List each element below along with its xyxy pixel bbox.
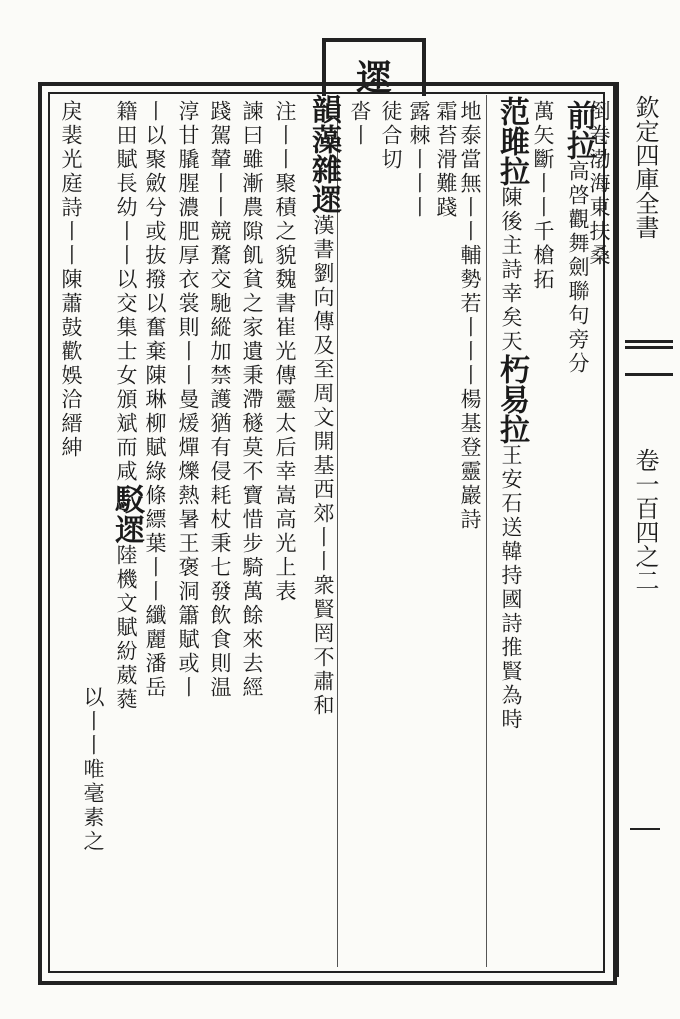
annotation-text: 丨以聚斂兮或抜撥以奮棄陳琳柳賦綠條縹葉丨丨纖麗潘岳 (143, 100, 167, 700)
annotation-text: 淳甘膬腥濃肥厚衣裳則丨丨曼煖燀爍熱暑王褒洞簫賦或丨 (176, 100, 200, 700)
annotation-text: 地泰當無丨丨 (458, 100, 482, 244)
annotation-text: 東扶桑 (587, 196, 611, 268)
annotation-text: 籍田賦長幼丨丨以交集士女頒斌而咸 (114, 100, 138, 484)
text-column (60, 100, 81, 460)
headword: 駁 (109, 484, 144, 514)
annotation-text: 倒卷渤海 (587, 100, 611, 196)
headword: 藻 (306, 124, 341, 154)
annotation-text: 戾裴光庭詩丨丨陳蕭鼓歡娛洽縉紳 (59, 100, 83, 460)
headword: 韻 (306, 94, 341, 124)
headword: 拉 (494, 414, 529, 444)
headword: 易 (494, 384, 529, 414)
annotation-text: 陸機文賦紛葳蕤 (114, 544, 138, 712)
book-title: 欽定四庫全書 (631, 95, 659, 239)
text-column (435, 100, 456, 220)
annotation-text: 諫曰雖漸農隙飢貧之家遺秉滯穟莫不寶惜步騎萬餘來去經 (240, 100, 264, 700)
annotation-text: 徒合切 (379, 100, 403, 172)
text-column (241, 100, 262, 700)
annotation-text: 霜苔滑難踐 (434, 100, 458, 220)
text-column (380, 100, 401, 172)
text-column (494, 96, 529, 732)
annotation-text: 注丨丨聚積之貌魏書崔光傳靈太后幸嵩高光上表 (273, 100, 297, 604)
juan-number: 卷一百四之二 (631, 448, 659, 592)
annotation-text: 王安石送韓持國詩推賢為時 (499, 444, 523, 732)
folio-line (630, 828, 660, 830)
headword: 雎 (494, 126, 529, 156)
text-column (209, 100, 230, 700)
margin-rule (617, 82, 619, 977)
heading-character: 遝 (355, 57, 392, 99)
annotation-text: 以丨丨唯毫素之 (81, 686, 105, 854)
headword: 朽 (494, 354, 529, 384)
text-column (144, 100, 165, 700)
headword: 拉 (561, 130, 596, 160)
text-column (561, 100, 596, 376)
annotation-text: 踐駕輦丨丨競騖交馳縱加禁護猶有侵耗杖秉七發飲食則温 (208, 100, 232, 700)
text-column (306, 94, 341, 718)
annotation-text: 輔勢若丨丨丨楊基登靈巖詩 (458, 244, 482, 532)
annotation-text: 高啓觀舞劍聯句旁分 (566, 160, 590, 376)
text-column (109, 100, 144, 712)
annotation-text: 漢書劉向傳及至周文開基西郊丨丨衆賢罔不肅和 (311, 214, 335, 718)
text-column (274, 100, 295, 604)
text-column (459, 100, 480, 532)
column-divider (486, 95, 487, 967)
headword: 遝 (109, 514, 144, 544)
text-column (349, 100, 370, 148)
annotation-text: 陳後主詩幸矣天 (499, 186, 523, 354)
annotation-text: 露棘丨丨丨 (407, 100, 431, 220)
headword: 拉 (494, 156, 529, 186)
headword: 前 (561, 100, 596, 130)
text-column (177, 100, 198, 700)
headword: 遝 (306, 184, 341, 214)
annotation-text: 萬矢斷丨丨千槍拓 (531, 100, 555, 292)
text-column (532, 100, 553, 292)
text-column (408, 100, 429, 220)
headword: 范 (494, 96, 529, 126)
headword: 雜 (306, 154, 341, 184)
annotation-text: 沓丨 (348, 100, 372, 148)
text-column (82, 686, 103, 854)
fish-tail-mark (625, 340, 673, 376)
